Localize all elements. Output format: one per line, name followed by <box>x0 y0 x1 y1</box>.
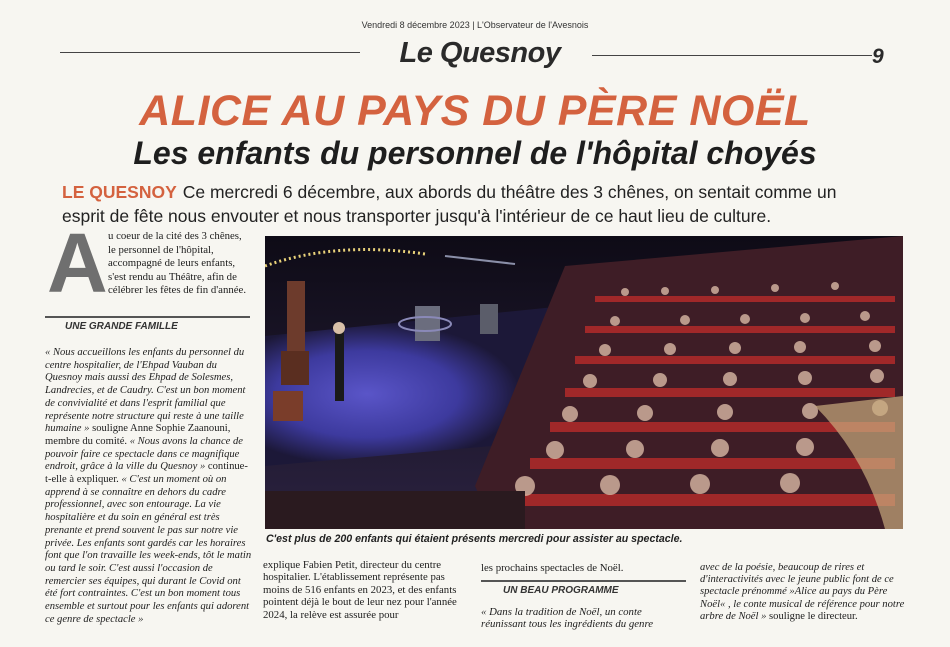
subhead-un-beau-programme: UN BEAU PROGRAMME <box>503 585 619 597</box>
dateline: Vendredi 8 décembre 2023 | L'Observateur de l'Avesnois <box>361 20 589 30</box>
subhead-rule-2 <box>481 580 686 582</box>
headline: ALICE AU PAYS DU PÈRE NOËL <box>139 87 811 135</box>
column-4-attribution: souligne le directeur. <box>766 610 858 622</box>
column-3-quote: « Dans la tradition de Noël, un conte réunissant tous les ingrédients du genre <box>481 605 654 631</box>
lead-text: Ce mercredi 6 décembre, aux abords du théâtre des 3 chênes, on sentait comme un esprit de fête nous envouter et nous transporter jusqu'à l'intérieur de ce haut lieu de culture. <box>62 182 837 226</box>
section-title: Le Quesnoy <box>399 37 561 69</box>
header-rule-right <box>592 55 872 56</box>
subhead-une-grande-famille: UNE GRANDE FAMILLE <box>65 321 178 332</box>
lead-paragraph <box>62 180 872 228</box>
subhead-block-2 <box>481 580 686 597</box>
quote-2: « Nous avons la chance de pouvoir faire ce spectacle dans ce magnifique endroit, grâce à la ville du Quesnoy » <box>45 435 244 473</box>
theatre-photo <box>265 236 903 529</box>
page-number: 9 <box>872 45 884 68</box>
subhead-block-1 <box>45 316 250 332</box>
quote-1: « Nous accueillons les enfants du personnel du centre hospitalier, de l'Ehpad Vauban du Quesnoy mais aussi des Ehpad de Solesmes, Landrecies, et de Caudry. C'est un bon moment de convivialité et dans l'esprit familial que représente notre structure qui reste à une taille humaine » <box>45 347 246 435</box>
attribution-2: continue-t-elle à expliquer. <box>45 461 248 486</box>
dropcap: A <box>47 216 108 310</box>
column-4-quote: avec de la poésie, beaucoup de rires et d'interactivités avec le jeune public font de ce spectacle prénommé »Alice au pays du Père Noël« , le conte musical de référence pour notre arbre de Noël » <box>700 562 905 622</box>
header-rule-left <box>60 52 360 53</box>
lead-place: LE QUESNOY <box>62 182 177 202</box>
column-2: explique Fabien Petit, directeur du centre hospitalier. L'établissement représente pas moins de 516 enfants en 2023, et des enfants pointent déjà le bout de leur nez pour l'année 2024, la relève est assurée pour <box>263 559 457 621</box>
column-4 <box>700 562 905 623</box>
theatre-photo-illustration <box>265 236 903 529</box>
column-3-top: les prochains spectacles de Noël. <box>481 562 624 574</box>
column-3 <box>481 562 686 631</box>
photo-caption: C'est plus de 200 enfants qui étaient présents mercredi pour assister au spectacle. <box>266 533 683 545</box>
column-1 <box>45 347 253 626</box>
attribution-1: souligne Anne Sophie Zaanouni, membre du comité. <box>45 423 231 447</box>
subheadline: Les enfants du personnel de l'hôpital choyés <box>133 135 817 171</box>
quote-3: « C'est un moment où on apprend à se connaître en dehors du cadre professionnel, avec son entourage. La vie hospitalière et du soin en général est très prenante et prend souvent le pas sur notre vie privée. Les enfants sont gardés car les horaires font que l'on travaille les week-ends, tôt le matin ou tard le soir. C'est aussi l'occasion de remercier ses équipes, qui durant le Covid ont été fort contraintes. C'est un bon moment tous ensemble et surtout pour les enfants qui adorent ce genre de spectacle » <box>45 474 252 625</box>
intro-paragraph: u coeur de la cité des 3 chênes, le personnel de l'hôpital, accompagné de leurs enfants, s'est rendu au Théâtre, afin de célébrer les fêtes de fin d'année. <box>108 230 247 296</box>
subhead-rule <box>45 316 250 318</box>
